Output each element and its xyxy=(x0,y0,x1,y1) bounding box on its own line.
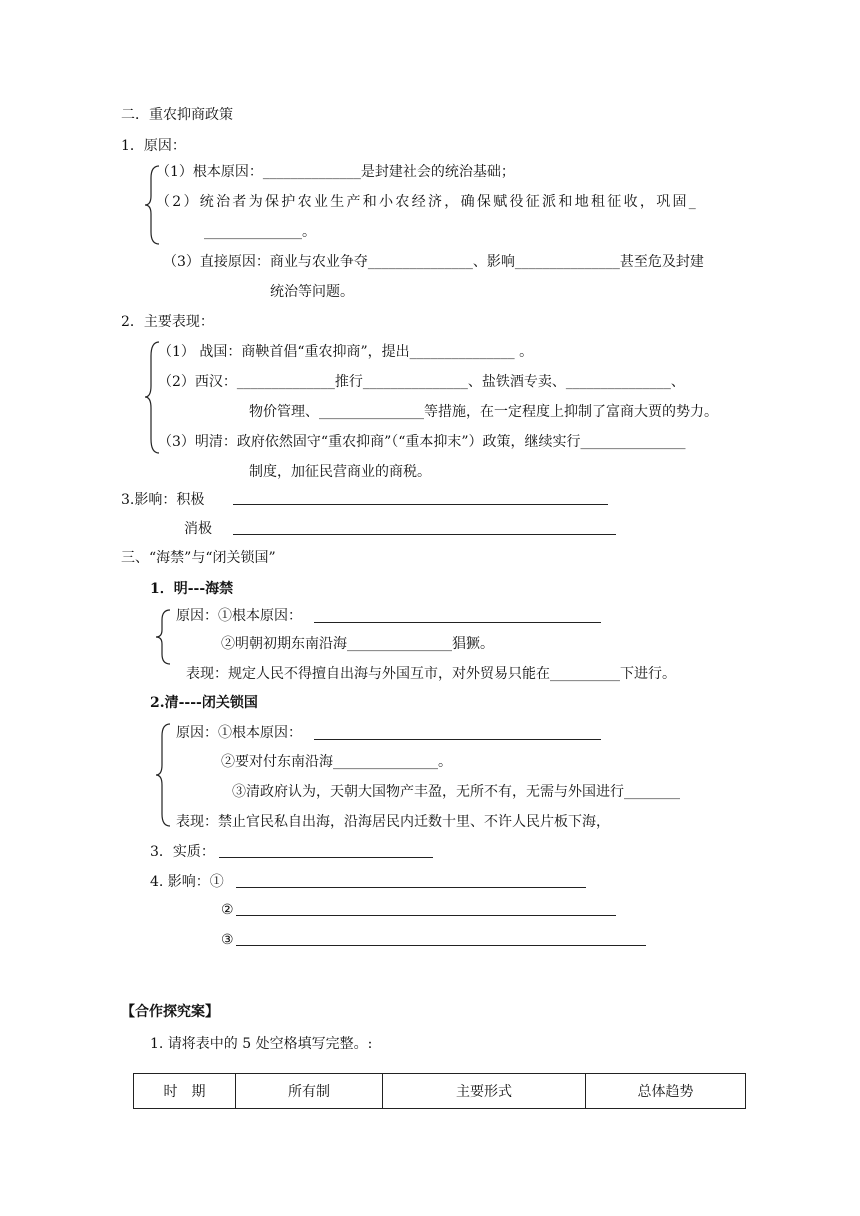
effect-negative-label: 消极 xyxy=(184,521,212,537)
table-header-row xyxy=(134,1074,746,1109)
ming-performance: 表现：规定人民不得擅自出海与外国互市，对外贸易只能在__________下进行。 xyxy=(186,666,676,682)
brace-qing xyxy=(154,722,174,828)
reason-1: （1）根本原因：______________是封建社会的统治基础； xyxy=(156,164,515,180)
header-trend: 总体趋势 xyxy=(586,1074,746,1109)
reason-3b: 统治等问题。 xyxy=(270,284,354,300)
performance-1: （1） 战国：商鞅首倡“重农抑商”，提出_______________ 。 xyxy=(158,344,534,360)
performance-title: 2．主要表现： xyxy=(121,314,214,330)
reason-title: 1．原因： xyxy=(121,138,186,154)
qing-reason-3: ③清政府认为，天朝大国物产丰盈，无所不有，无需与外国进行________ xyxy=(232,784,680,800)
coop-question-1: 1. 请将表中的 5 处空格填写完整。: xyxy=(150,1036,373,1052)
qing-reason-1: 原因：①根本原因： xyxy=(176,725,302,741)
performance-3b: 制度，加征民营商业的商税。 xyxy=(249,464,431,480)
effect-negative-blank xyxy=(233,534,616,535)
qing-title: 2.清----闭关锁国 xyxy=(150,695,258,711)
qing-performance: 表现：禁止官民私自出海，沿海居民内迁数十里、不许人民片板下海， xyxy=(176,814,610,830)
qing-reason-2: ②要对付东南沿海_______________。 xyxy=(221,754,452,770)
essence-blank xyxy=(219,857,433,858)
reason-2a: （2）统治者为保护农业生产和小农经济，确保赋役征派和地租征收，巩固_ xyxy=(156,194,699,210)
brace-ming xyxy=(154,608,174,666)
performance-3a: （3）明清：政府依然固守“重农抑商”（“重本抑末”）政策，继续实行_______________ xyxy=(158,434,686,450)
effect-positive-blank xyxy=(233,504,608,505)
coop-title: 【合作探究案】 xyxy=(121,1004,219,1020)
reason-2b: ______________。 xyxy=(204,224,316,240)
header-ownership: 所有制 xyxy=(236,1074,383,1109)
qing-reason-1-blank xyxy=(314,739,601,740)
section-2-heading: 二．重农抑商政策 xyxy=(121,107,233,123)
impact-3-marker: ③ xyxy=(221,932,234,948)
summary-table xyxy=(133,1073,746,1109)
ming-reason-1: 原因：①根本原因： xyxy=(176,608,302,624)
ming-title: 1．明---海禁 xyxy=(150,581,234,597)
impact-blank-1 xyxy=(236,887,586,888)
impact-2-marker: ② xyxy=(221,902,234,918)
ming-reason-1-blank xyxy=(314,622,601,623)
header-main-form: 主要形式 xyxy=(383,1074,586,1109)
impact-label: 4. 影响：① xyxy=(150,874,224,890)
header-period: 时 期 xyxy=(134,1074,236,1109)
effect-positive-label: 3.影响：积极 xyxy=(121,492,205,508)
impact-blank-2 xyxy=(236,915,616,916)
ming-reason-2: ②明朝初期东南沿海_______________猖獗。 xyxy=(221,636,494,652)
reason-3a: （3）直接原因：商业与农业争夺_______________、影响_______________甚至危及封建 xyxy=(163,254,704,270)
section-3-heading: 三、“海禁”与“闭关锁国” xyxy=(121,550,276,566)
essence-label: 3．实质： xyxy=(150,844,215,860)
impact-blank-3 xyxy=(236,945,646,946)
performance-2b: 物价管理、_______________等措施，在一定程度上抑制了富商大贾的势力。 xyxy=(249,404,718,420)
performance-2a: （2）西汉：______________推行_______________、盐铁酒专卖、_______________、 xyxy=(158,374,685,390)
